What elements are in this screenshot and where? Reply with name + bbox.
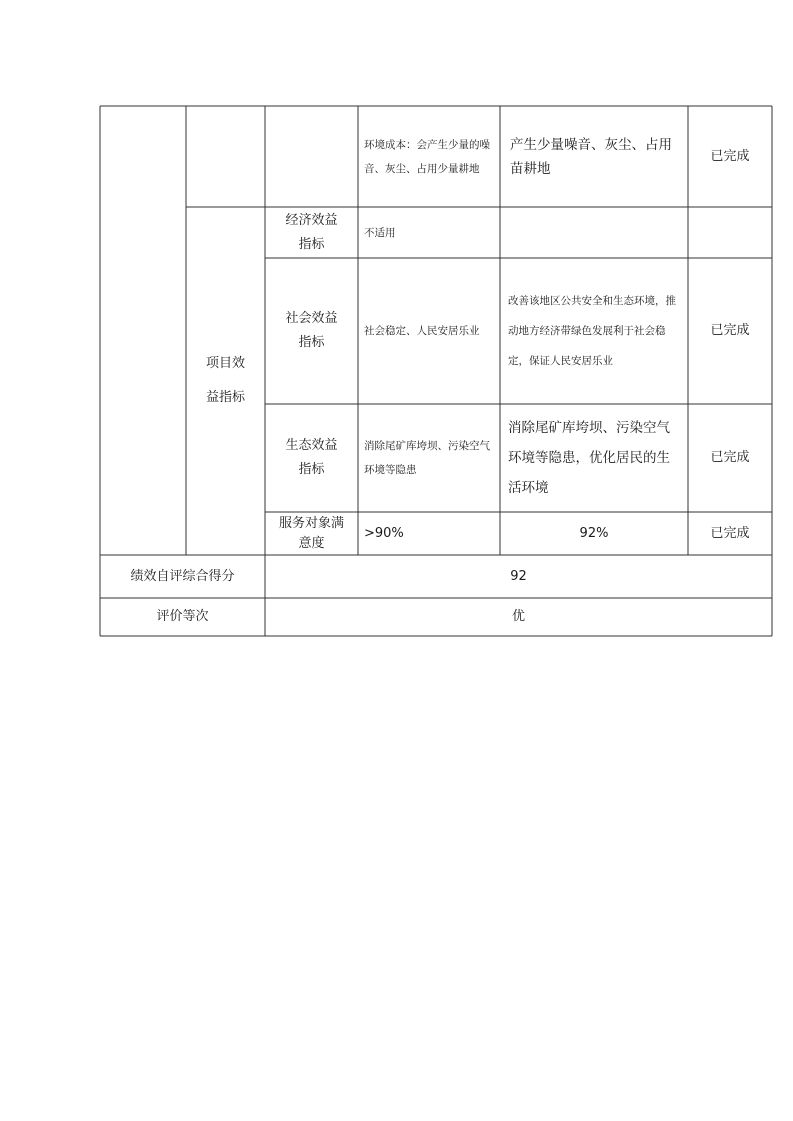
env-cost-status-cell (688, 106, 772, 207)
score-value-cell (265, 555, 772, 598)
social-target-text: 社会稳定、人民安居乐业 (364, 325, 480, 337)
satisfaction-status-cell (688, 512, 772, 555)
satisfaction-status-text: 已完成 (710, 525, 750, 541)
score-label-text: 绩效自评综合得分 (130, 568, 235, 584)
ecological-target-cell (358, 404, 500, 512)
benefit-category-cell (186, 207, 265, 555)
economic-target-text: 不适用 (364, 226, 396, 239)
economic-label-cell (265, 207, 358, 258)
ecological-target-text: 消除尾矿库垮坝、污染空气环境等隐患 (364, 440, 490, 476)
ecological-label-cell (265, 404, 358, 512)
score-value-text: 92 (510, 568, 527, 584)
satisfaction-label-text: 服务对象满意度 (278, 515, 344, 551)
economic-label-text: 经济效益指标 (285, 212, 338, 252)
env-cost-actual-text: 产生少量噪音、灰尘、占用苗耕地 (510, 136, 672, 177)
social-label-text: 社会效益指标 (285, 311, 338, 350)
env-cost-target-text: 环境成本：会产生少量的噪音、灰尘、占用少量耕地 (364, 138, 490, 175)
social-actual-cell (500, 258, 688, 404)
social-status-text: 已完成 (710, 323, 750, 338)
social-target-cell (358, 258, 500, 404)
env-cost-target-cell (358, 106, 500, 207)
ecological-actual-text: 消除尾矿库垮坝、污染空气环境等隐患，优化居民的生活环境 (508, 420, 670, 496)
env-cost-status-text: 已完成 (710, 148, 750, 164)
satisfaction-target-cell (358, 512, 500, 555)
satisfaction-actual-text: 92% (579, 525, 609, 541)
social-actual-text: 改善该地区公共安全和生态环境，推动地方经济带绿色发展利于社会稳定，保证人民安居乐业 (508, 295, 676, 367)
benefit-category-text: 项目效益指标 (205, 356, 245, 405)
economic-status-cell (688, 207, 772, 258)
ecological-status-cell (688, 404, 772, 512)
grade-value-cell (265, 598, 772, 636)
satisfaction-label-cell (265, 512, 358, 555)
satisfaction-actual-cell (500, 512, 688, 555)
grade-label-text: 评价等次 (156, 609, 209, 624)
economic-target-cell (358, 207, 500, 258)
social-status-cell (688, 258, 772, 404)
satisfaction-target-text: >90% (364, 525, 404, 541)
grade-value-text: 优 (511, 609, 525, 624)
ecological-label-text: 生态效益指标 (285, 438, 338, 477)
economic-actual-cell (500, 207, 688, 258)
grade-label-cell (100, 598, 265, 636)
env-cost-actual-cell (500, 106, 688, 207)
social-label-cell (265, 258, 358, 404)
score-label-cell (100, 555, 265, 598)
ecological-status-text: 已完成 (710, 450, 750, 465)
ecological-actual-cell (500, 404, 688, 512)
